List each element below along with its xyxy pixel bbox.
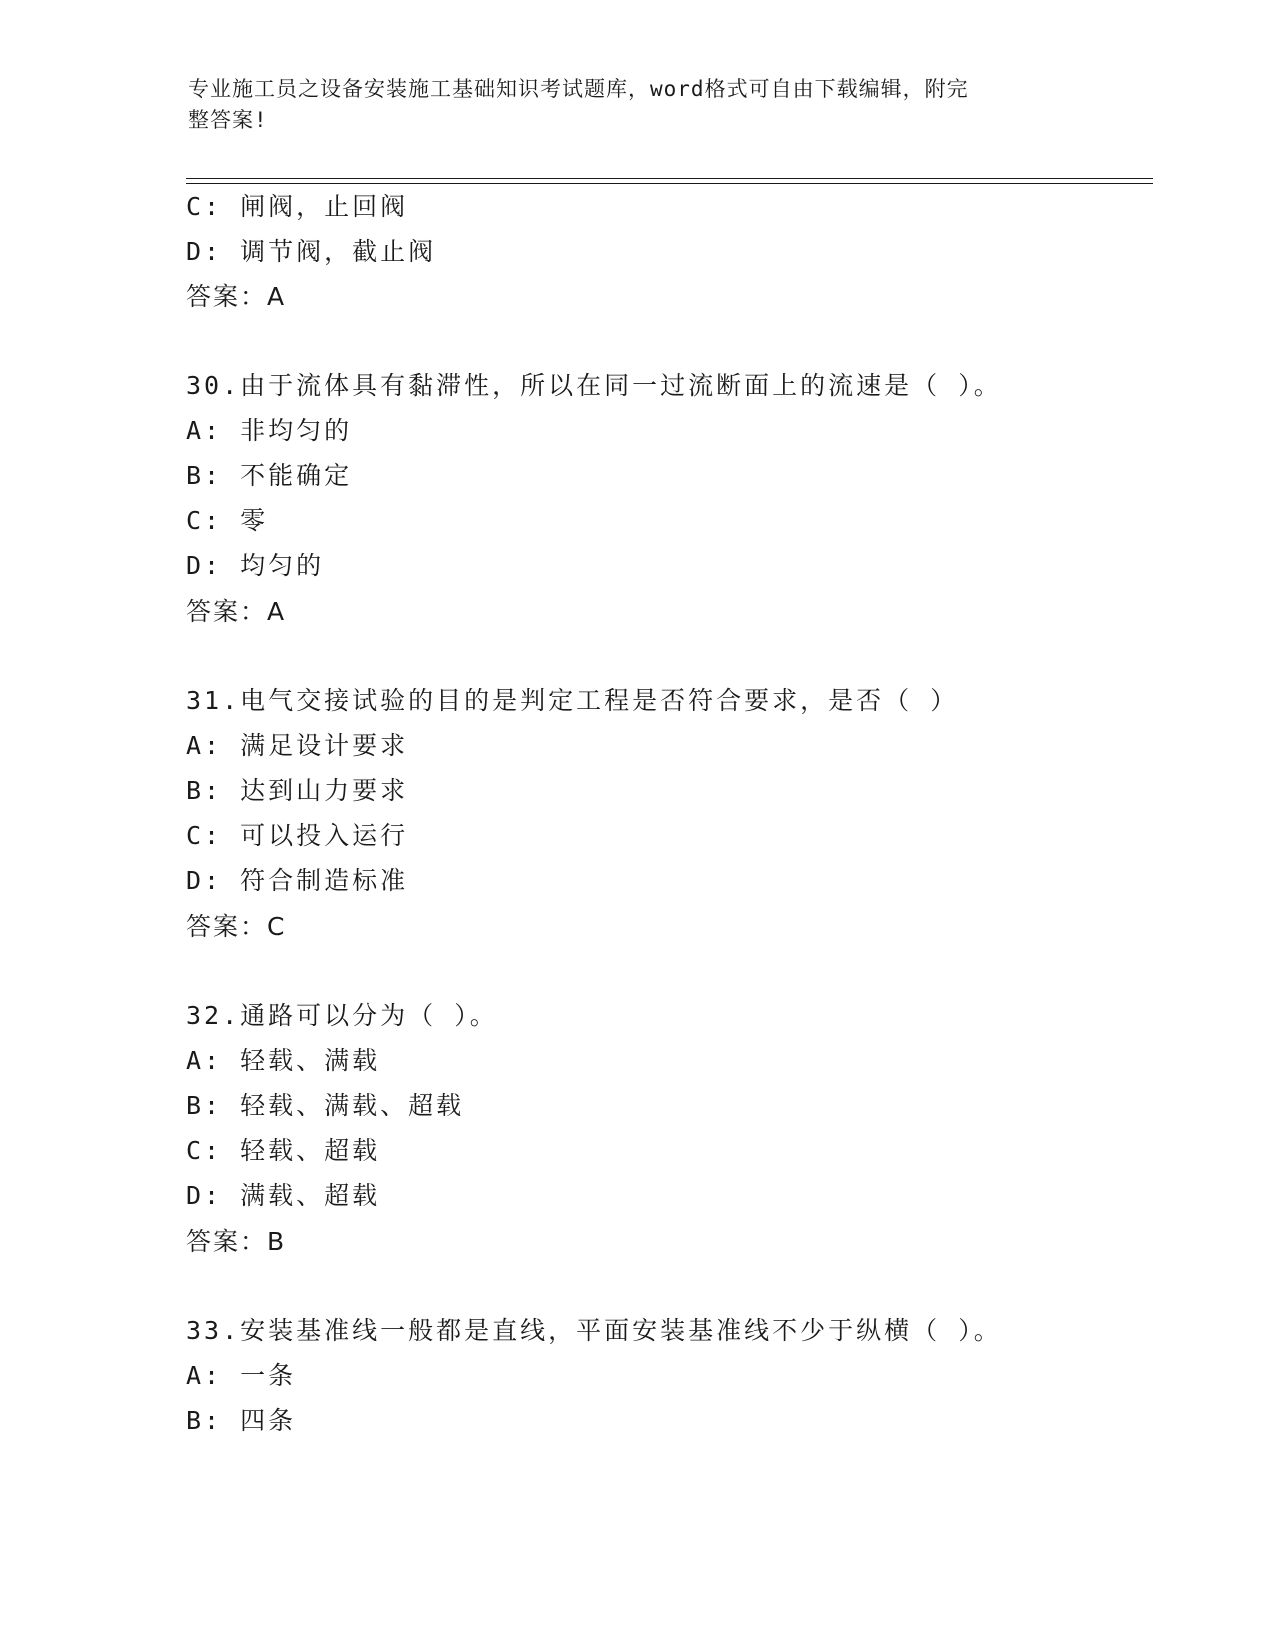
q29-answer: 答案：A [186, 282, 287, 311]
q32-stem: 32.通路可以分为（ ）。 [186, 1001, 498, 1030]
header-divider-top [186, 178, 1153, 179]
q32-option-c: C: 轻载、超载 [186, 1136, 381, 1165]
q30-answer: 答案：A [186, 597, 287, 626]
header-divider-bottom [186, 183, 1153, 184]
q30-option-b: B: 不能确定 [186, 461, 353, 490]
q31-option-b: B: 达到山力要求 [186, 776, 409, 805]
q31-option-a: A: 满足设计要求 [186, 731, 409, 760]
q31-stem: 31.电气交接试验的目的是判定工程是否符合要求，是否（ ） [186, 686, 959, 715]
q33-option-a: A: 一条 [186, 1361, 297, 1390]
q31-option-c: C: 可以投入运行 [186, 821, 409, 850]
q31-answer: 答案：C [186, 912, 287, 941]
q30-stem: 30.由于流体具有黏滞性，所以在同一过流断面上的流速是（ ）。 [186, 371, 1002, 400]
q32-option-d: D: 满载、超载 [186, 1181, 381, 1210]
q31-option-d: D: 符合制造标准 [186, 866, 409, 895]
q30-option-d: D: 均匀的 [186, 551, 325, 580]
q30-option-c: C: 零 [186, 506, 269, 535]
document-header [188, 74, 1088, 136]
q32-option-b: B: 轻载、满载、超载 [186, 1091, 465, 1120]
q29-option-c: C: 闸阀，止回阀 [186, 192, 409, 221]
q29-option-d: D: 调节阀，截止阀 [186, 237, 437, 266]
header-line-1: 专业施工员之设备安装施工基础知识考试题库，word格式可自由下载编辑，附完 [188, 77, 969, 101]
q33-stem: 33.安装基准线一般都是直线，平面安装基准线不少于纵横（ ）。 [186, 1316, 1002, 1345]
q30-option-a: A: 非均匀的 [186, 416, 353, 445]
q33-option-b: B: 四条 [186, 1406, 297, 1435]
header-line-2: 整答案! [188, 108, 268, 132]
q32-answer: 答案：B [186, 1227, 287, 1256]
q32-option-a: A: 轻载、满载 [186, 1046, 381, 1075]
